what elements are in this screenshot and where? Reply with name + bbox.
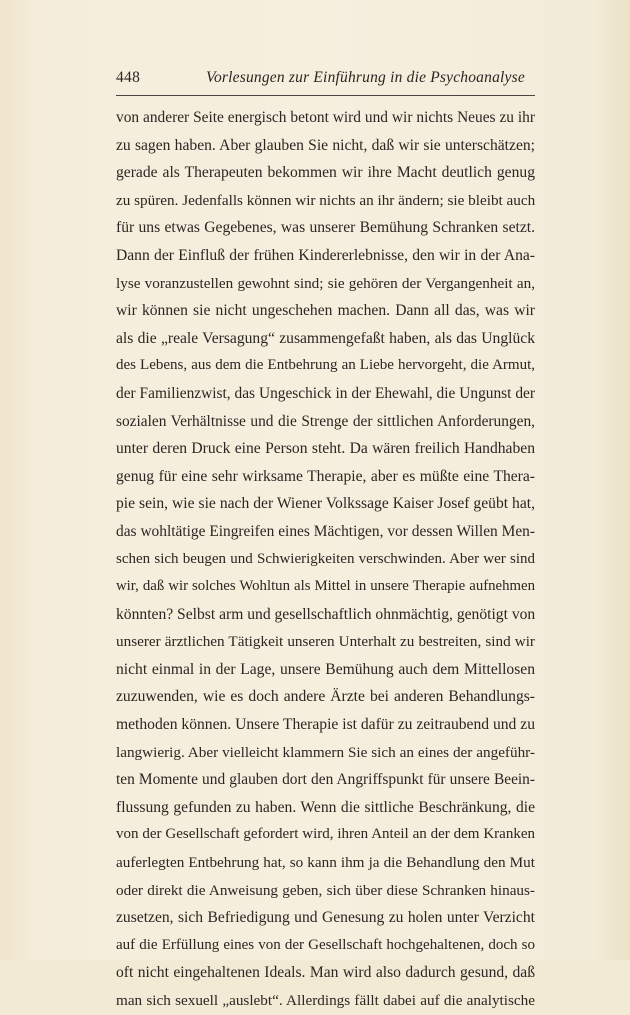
text-line: für uns etwas Gegebenes, was unserer Bemühung Schranken setzt. <box>116 219 535 237</box>
text-line: Dann der Einfluß der frühen Kindererlebnisse, den wir in der Ana- <box>116 246 535 264</box>
text-line: des Lebens, aus dem die Entbehrung an Liebe hervorgeht, die Armut, <box>116 357 535 374</box>
text-line: pie sein, wie sie nach der Wiener Volkssage Kaiser Josef geübt hat, <box>116 495 535 513</box>
page-number: 448 <box>116 69 141 86</box>
text-line: zusetzen, sich Befriedigung und Genesung zu holen unter Verzicht <box>116 909 535 927</box>
text-line: gerade als Therapeuten bekommen wir ihre Macht deutlich genug <box>116 164 535 182</box>
body-text <box>116 104 535 1015</box>
text-line: oder direkt die Anweisung geben, sich über diese Schranken hinaus- <box>116 881 535 899</box>
text-line: man sich sexuell „auslebt“. Allerdings fällt dabei auf die analytische <box>116 992 535 1009</box>
text-line: unserer ärztlichen Tätigkeit unseren Unterhalt zu bestreiten, sind wir <box>116 633 535 651</box>
text-line: auf die Erfüllung eines von der Gesellschaft hochgehaltenen, doch so <box>116 936 535 953</box>
text-line: oft nicht eingehaltenen Ideals. Man wird also dadurch gesund, daß <box>116 964 535 982</box>
text-line: wir, daß wir solches Wohltun als Mittel in unsere Therapie aufnehmen <box>116 578 535 595</box>
text-line: flussung gefunden zu haben. Wenn die sittliche Beschränkung, die <box>116 798 535 816</box>
text-line: methoden können. Unsere Therapie ist dafür zu zeitraubend und zu <box>116 716 535 734</box>
page-header <box>116 66 535 90</box>
text-line: unter deren Druck eine Person steht. Da wären freilich Handhaben <box>116 440 535 458</box>
text-line: sozialen Verhältnisse und die Strenge der sittlichen Anforderungen, <box>116 412 535 430</box>
text-line: von anderer Seite energisch betont wird und wir nichts Neues zu ihr <box>116 109 535 126</box>
text-line: langwierig. Aber vielleicht klammern Sie sich an eines der angeführ- <box>116 743 535 761</box>
text-line: könnten? Selbst arm und gesellschaftlich ohnmächtig, genötigt von <box>116 605 535 623</box>
text-line: nicht einmal in der Lage, unsere Bemühung auch dem Mittellosen <box>116 660 535 678</box>
text-line: lyse voranzustellen gewohnt sind; sie gehören der Vergangenheit an, <box>116 274 535 292</box>
running-head: Vorlesungen zur Einführung in die Psychoanalyse <box>206 69 525 86</box>
text-line: wir können sie nicht ungeschehen machen. Dann all das, was wir <box>116 302 535 320</box>
text-line: genug für eine sehr wirksame Therapie, aber es müßte eine Thera- <box>116 467 535 485</box>
text-line: zu spüren. Jedenfalls können wir nichts an ihr ändern; sie bleibt auch <box>116 191 535 209</box>
text-line: das wohltätige Eingreifen eines Mächtigen, vor dessen Willen Men- <box>116 522 535 540</box>
text-line: von der Gesellschaft gefordert wird, ihren Anteil an der dem Kranken <box>116 826 535 843</box>
text-line: zuzuwenden, wie es doch andere Ärzte bei anderen Behandlungs- <box>116 688 535 706</box>
text-line: der Familienzwist, das Ungeschick in der Ehewahl, die Ungunst der <box>116 384 535 402</box>
text-line: als die „reale Versagung“ zusammengefaßt haben, als das Unglück <box>116 329 535 347</box>
text-line: zu sagen haben. Aber glauben Sie nicht, daß wir sie unterschätzen; <box>116 136 535 154</box>
text-line: schen sich beugen und Schwierigkeiten verschwinden. Aber wer sind <box>116 550 535 567</box>
text-line: auferlegten Entbehrung hat, so kann ihm ja die Behandlung den Mut <box>116 854 535 872</box>
header-rule <box>116 95 535 96</box>
text-line: ten Momente und glauben dort den Angriffspunkt für unsere Beein- <box>116 771 535 789</box>
